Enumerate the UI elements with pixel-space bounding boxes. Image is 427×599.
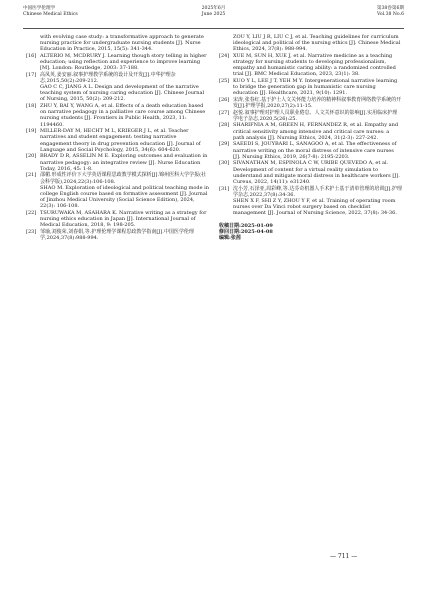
reference-number: [30] [219,160,230,167]
reference-text-en: SHEN X F, SHI Z Y, ZHOU Y F, et al. Training of operating room nurses over Da Vinci robot surgery based on checklist management [J]. Journal of Nursing Science, 2022, 37(8): 34-36. [233,198,397,217]
date-cn: 2025年6月 [201,6,226,11]
reference-27 [219,110,402,122]
reference-text: ALTERIO M, MCDRURY J. Learning though story telling in higher education; using reflection and experience to improve learning [M]. London: Routledge, 2003: 37-188. [40,52,207,72]
reference-24 [219,53,402,78]
reference-25 [219,78,402,97]
reference-number: [23] [26,229,37,236]
reference-text: BRADY D R, ASSELIN M E. Exploring outcomes and evaluation in narrative pedagogy: an integrative review [J]. Nurse Education Today, 2016, 45: 1-8. [40,153,208,172]
journal-name-cn: 中国医学伦理学 [23,6,56,11]
reference-22 [26,210,209,229]
left-column [26,34,209,242]
reference-text: TSURUWAKA M, ASAHARA K. Narrative writing as a strategy for nursing ethics education in Japan [J]. International Journal of Medical Education, 2018, 9: 198-205. [40,210,207,229]
reference-number: [20] [26,153,37,160]
reference-text [40,72,209,103]
reference-text: ZHU Y, BAI Y, WANG A, et al. Effects of a death education based on narrative pedagogy in a palliative care course among Chinese nursing students [J]. Frontiers in Public Health, 2023, 11: 1194460. [40,103,206,128]
reference-continuation: with evolving case study: a transformative approach to generate nursing practice for undergraduate nursing students [J]. Nurse Education in Practice, 2015, 15(5): 341-344. [40,34,204,53]
reference-text-en: SHAO M. Exploration of ideological and political teaching mode in college English course based on formative assessment [J]. Journal of Jinzhou Medical University (Social Science Edition), 2024, 22(3): 106-108. [40,184,209,210]
reference-text: 赵悦.叙事护理对护理人员职业倦怠、人文关怀意识的影响[J].实用临床护理学电子杂志,2020,5(26):25. [233,109,398,122]
reference-text-cn: 邵楣.形成性评价下大学英语课程思政教学模式探析[J].锦州医科大学学报(社会科学版),2024,22(3):106-108. [40,172,207,185]
reference-number: [18] [26,103,37,110]
reference-number: [29] [219,141,230,148]
reference-21 [26,172,209,209]
reference-number: [16] [26,52,37,59]
reference-continuation: ZOU Y, LIU J R, LIU C J, et al. Teaching guidelines for curriculum ideological and political of the nursing ethics [J]. Chinese Medical Ethics, 2024, 37(8): 988-994. [233,34,401,53]
volume-en: Vol.38 No.6 [377,12,404,17]
reference-29 [219,141,402,160]
reference-20 [26,153,209,172]
editor: 编辑:张茜 [219,235,241,242]
revised-date: 修回日期:2025-04-08 [219,228,273,235]
received-date: 收稿日期:2025-01-09 [219,222,273,229]
header-date [23,6,404,18]
reference-number: [25] [219,77,230,84]
reference-text: SAEEDI S, JOUYBARI L, SANAGOO A, et al. The effectiveness of narrative writing on the moral distress of intensive care nurses [J]. Nursing Ethics, 2019, 26(7-8): 2195-2203. [233,141,397,160]
reference-text: 邹瑜,刘俊荣,刘春娟,等.护理伦理学课程思政教学指南[J].中国医学伦理学,2024,37(8):988-994. [40,229,194,242]
reference-text: SIVANATHAN M, ESPINOLA C W, URIBE QUEVEDO A, et al. Development of content for a virtual reality simulation to understand and mitigate moral distress in healthcare workers [J]. Cureus, 2022, 14(11): e31240. [233,160,400,186]
reference-number: [27] [219,109,230,116]
reference-number: [31] [219,185,230,192]
reference-number: [26] [219,96,230,103]
reference-number: [19] [26,128,37,135]
reference-17 [26,72,209,103]
running-header [23,6,404,29]
right-column [219,34,402,241]
reference-text [40,172,209,209]
reference-number: [17] [26,71,37,78]
volume-cn: 第38卷第6期 [376,6,404,11]
reference-30 [219,160,402,185]
reference-text: XUE M, SUN H, XUE J, et al. Narrative medicine as a teaching strategy for nursing students to developing professionalism, empathy and humanistic caring ability: a randomized controlled trial [J]. BMC Medical Education, 2023, 23(1): 38. [233,52,396,78]
reference-number: [21] [26,172,37,179]
reference-text: 宋涛,张春红.基于护士人文关怀能力培养的精神科叙事教育网络教学系统的开发[J].护理学报,2020,27(2):11-15. [233,96,402,110]
reference-26 [219,97,402,109]
reference-text-cn: 沈小芳,石泽亚,周彩峰,等.达芬奇机器人手术护士基于清单管理的培训[J].护理学杂志,2022,37(8):34-36. [233,185,402,198]
reference-text: KUO Y L, LEE J T, YEH M Y. Intergenerational narrative learning to bridge the generation gap in humanistic care nursing education [J]. Healthcare, 2021, 9(10): 1291. [233,77,398,97]
date-en: June 2025 [201,12,226,17]
reference-28 [219,122,402,141]
reference-19 [26,128,209,153]
reference-number: [24] [219,52,230,59]
reference-text-en: GAO C C, JIANG A L. Design and development of the narrative teaching system of nursing caring education [J]. Chinese Journal of Nursing, 2015, 50(2): 209-212. [40,84,205,103]
article-meta [219,223,402,242]
reference-text: SHARIFNIA A M, GREEN H, FERNANDEZ R, et al. Empathy and critical sensitivity among intensive and critical care nurses: a path analysis [J]. Nursing Ethics, 2024, 31(2-3): 227-242. [233,122,399,141]
reference-16 [26,53,209,72]
reference-number: [22] [26,210,37,217]
journal-name-en: Chinese Medical Ethics [23,12,78,17]
reference-text: MILLER-DAY M, HECHT M L, KRIEGER J L, et al. Teacher narratives and student engagement: testing narrative engagement theory in drug prevention education [J]. Journal of Language and Social Psychology, 2015, 34(6): 604-620. [40,128,201,153]
header-volume [377,6,404,18]
reference-23 [26,229,209,241]
reference-text-cn: 高凤英,姜安丽.叙事护理教学系统的设计及开发[J].中华护理杂志,2015,50(2):209-212. [40,71,176,84]
reference-number: [28] [219,122,230,129]
reference-text [233,186,402,217]
reference-31 [219,186,402,217]
page-number: — 711 — [330,553,358,560]
reference-18 [26,103,209,128]
